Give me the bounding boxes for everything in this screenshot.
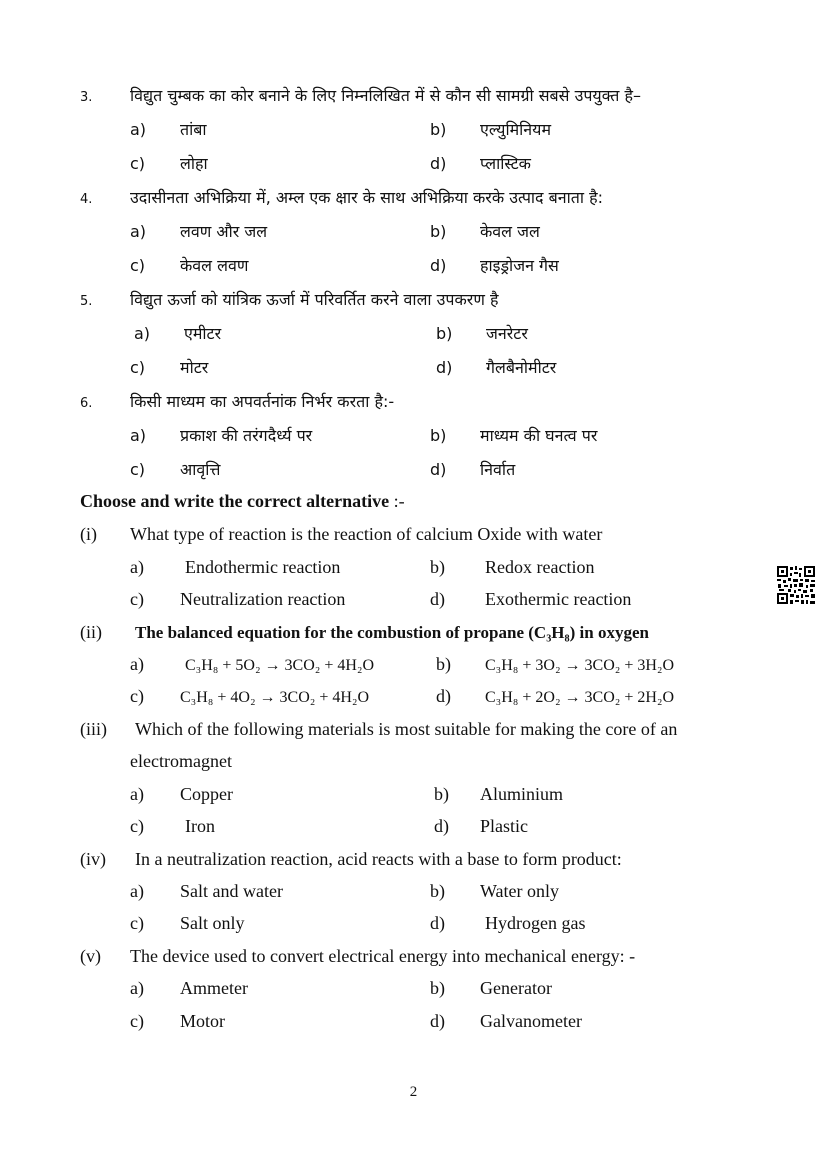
option-b — [430, 557, 594, 578]
option-d — [436, 356, 556, 378]
option-d — [434, 816, 528, 837]
option-c — [130, 913, 245, 934]
option-label: c) — [130, 589, 144, 609]
option-d — [430, 1011, 582, 1032]
option-a — [130, 881, 283, 902]
option-a — [134, 322, 221, 344]
question-iv — [80, 849, 622, 870]
option-text: प्रकाश की तरंगदैर्ध्य पर — [180, 426, 313, 445]
option-c — [130, 152, 208, 174]
option-label: d) — [430, 913, 445, 933]
option-text: केवल जल — [480, 222, 540, 241]
option-text: Aluminium — [480, 784, 564, 804]
option-text: Redox reaction — [485, 557, 595, 577]
option-label: a) — [130, 881, 144, 901]
question-number: 6. — [80, 396, 93, 411]
option-text: Exothermic reaction — [485, 589, 632, 609]
option-label: c) — [130, 686, 144, 706]
question-3-hi — [80, 84, 641, 106]
option-label: b) — [436, 654, 451, 674]
section-heading-tail: :- — [389, 491, 405, 511]
option-c — [130, 686, 369, 707]
option-a — [130, 978, 248, 999]
option-label: b) — [430, 978, 445, 998]
option-c — [130, 458, 220, 480]
option-b — [436, 322, 528, 344]
question-number: 5. — [80, 294, 93, 309]
option-text: C₃H₈ + 2O₂ → 3CO₂ + 2H₂O — [485, 689, 675, 706]
option-text: C₃H₈ + 3O₂ → 3CO₂ + 3H₂O — [485, 657, 675, 674]
question-number: (iv) — [80, 849, 106, 869]
option-text: Ammeter — [180, 978, 248, 998]
option-text: आवृत्ति — [180, 460, 221, 479]
option-text: केवल लवण — [180, 256, 249, 275]
option-d — [430, 458, 515, 480]
option-label: d) — [430, 589, 445, 609]
option-label: d) — [430, 1011, 445, 1031]
option-label: b) — [430, 222, 447, 241]
option-text: जनरेटर — [486, 324, 528, 343]
option-text: Salt and water — [180, 881, 283, 901]
option-text: Generator — [480, 978, 552, 998]
option-label: c) — [130, 460, 146, 479]
option-label: b) — [430, 120, 447, 139]
option-text: लोहा — [180, 154, 208, 173]
question-text: किसी माध्यम का अपवर्तनांक निर्भर करता है:- — [130, 392, 395, 411]
option-label: a) — [134, 324, 151, 343]
option-label: a) — [130, 426, 147, 445]
option-label: a) — [130, 120, 147, 139]
option-d — [430, 913, 585, 934]
option-b — [430, 881, 559, 902]
question-text: उदासीनता अभिक्रिया में, अम्ल एक क्षार के साथ अभिक्रिया करके उत्पाद बनाता है: — [130, 188, 604, 207]
question-number: (v) — [80, 946, 101, 966]
option-label: a) — [130, 784, 144, 804]
question-text: विद्युत चुम्बक का कोर बनाने के लिए निम्नलिखित में से कौन सी सामग्री सबसे उपयुक्त है– — [130, 86, 641, 105]
question-text: What type of reaction is the reaction of calcium Oxide with water — [130, 524, 603, 544]
question-number: 3. — [80, 90, 93, 105]
question-iii — [80, 719, 677, 740]
option-label: c) — [130, 256, 146, 275]
option-a — [130, 784, 233, 805]
option-label: b) — [436, 324, 453, 343]
question-text: The balanced equation for the combustion of propane (C₃H₈) in oxygen — [135, 623, 649, 642]
option-d — [430, 589, 631, 610]
option-text: Iron — [185, 816, 215, 836]
question-i — [80, 524, 602, 545]
option-label: b) — [430, 557, 445, 577]
option-b — [430, 424, 597, 446]
option-c — [130, 589, 345, 610]
question-text: Which of the following materials is most suitable for making the core of an — [135, 719, 678, 739]
option-text: लवण और जल — [180, 222, 268, 241]
page-number: 2 — [409, 1084, 418, 1100]
option-label: a) — [130, 654, 144, 674]
option-a — [130, 557, 340, 578]
option-label: c) — [130, 816, 144, 836]
option-text: प्लास्टिक — [480, 154, 531, 173]
section-heading — [80, 491, 405, 512]
option-text: निर्वात — [480, 460, 516, 479]
option-text: हाइड्रोजन गैस — [480, 256, 559, 275]
option-b — [430, 220, 540, 242]
option-text: एमीटर — [184, 324, 222, 343]
option-label: c) — [130, 358, 146, 377]
question-4-hi — [80, 186, 603, 208]
option-d — [436, 686, 674, 707]
option-text: Galvanometer — [480, 1011, 582, 1031]
option-label: d) — [436, 686, 451, 706]
option-label: d) — [430, 154, 447, 173]
question-number: (iii) — [80, 719, 107, 739]
option-text: Hydrogen gas — [485, 913, 586, 933]
question-5-hi — [80, 288, 499, 310]
qr-code-icon — [776, 565, 816, 605]
question-number: (ii) — [80, 622, 102, 642]
option-label: a) — [130, 978, 144, 998]
option-label: b) — [430, 426, 447, 445]
option-label: c) — [130, 913, 144, 933]
question-number: 4. — [80, 192, 93, 207]
section-heading-text: Choose and write the correct alternative — [80, 491, 390, 511]
option-text: Water only — [480, 881, 560, 901]
option-c — [130, 254, 248, 276]
option-label: d) — [430, 460, 447, 479]
option-text: एल्युमिनियम — [480, 120, 552, 139]
option-c — [130, 356, 208, 378]
option-b — [434, 784, 563, 805]
option-text: Neutralization reaction — [180, 589, 346, 609]
option-label: c) — [130, 1011, 144, 1031]
option-a — [130, 654, 374, 675]
option-label: a) — [130, 557, 144, 577]
option-label: c) — [130, 154, 146, 173]
option-text: Copper — [180, 784, 233, 804]
option-b — [430, 978, 552, 999]
option-label: b) — [430, 881, 445, 901]
option-a — [130, 118, 207, 140]
option-label: a) — [130, 222, 147, 241]
option-b — [430, 118, 551, 140]
option-a — [130, 424, 312, 446]
question-iii-continued — [130, 751, 232, 772]
question-text: The device used to convert electrical energy into mechanical energy: - — [130, 946, 636, 966]
question-v — [80, 946, 635, 967]
option-text: Motor — [180, 1011, 225, 1031]
option-text: C₃H₈ + 4O₂ → 3CO₂ + 4H₂O — [180, 689, 370, 706]
question-number: (i) — [80, 524, 97, 544]
option-c — [130, 816, 215, 837]
question-text: In a neutralization reaction, acid reacts with a base to form product: — [135, 849, 622, 869]
option-label: d) — [436, 358, 453, 377]
option-d — [430, 152, 531, 174]
option-c — [130, 1011, 225, 1032]
option-a — [130, 220, 267, 242]
option-text: Plastic — [480, 816, 528, 836]
option-text: गैलबैनोमीटर — [486, 358, 557, 377]
option-text: C₃H₈ + 5O₂ → 3CO₂ + 4H₂O — [185, 657, 375, 674]
option-b — [436, 654, 674, 675]
option-text: माध्यम की घनत्व पर — [480, 426, 598, 445]
option-text: Endothermic reaction — [185, 557, 341, 577]
question-6-hi — [80, 390, 394, 412]
question-ii — [80, 622, 649, 643]
option-text: Salt only — [180, 913, 245, 933]
option-text: तांबा — [180, 120, 207, 139]
option-label: d) — [430, 256, 447, 275]
question-text-continued: electromagnet — [130, 751, 232, 771]
option-text: मोटर — [180, 358, 209, 377]
question-text: विद्युत ऊर्जा को यांत्रिक ऊर्जा में परिवर्तित करने वाला उपकरण है — [130, 290, 499, 309]
option-d — [430, 254, 559, 276]
option-label: d) — [434, 816, 449, 836]
option-label: b) — [434, 784, 449, 804]
